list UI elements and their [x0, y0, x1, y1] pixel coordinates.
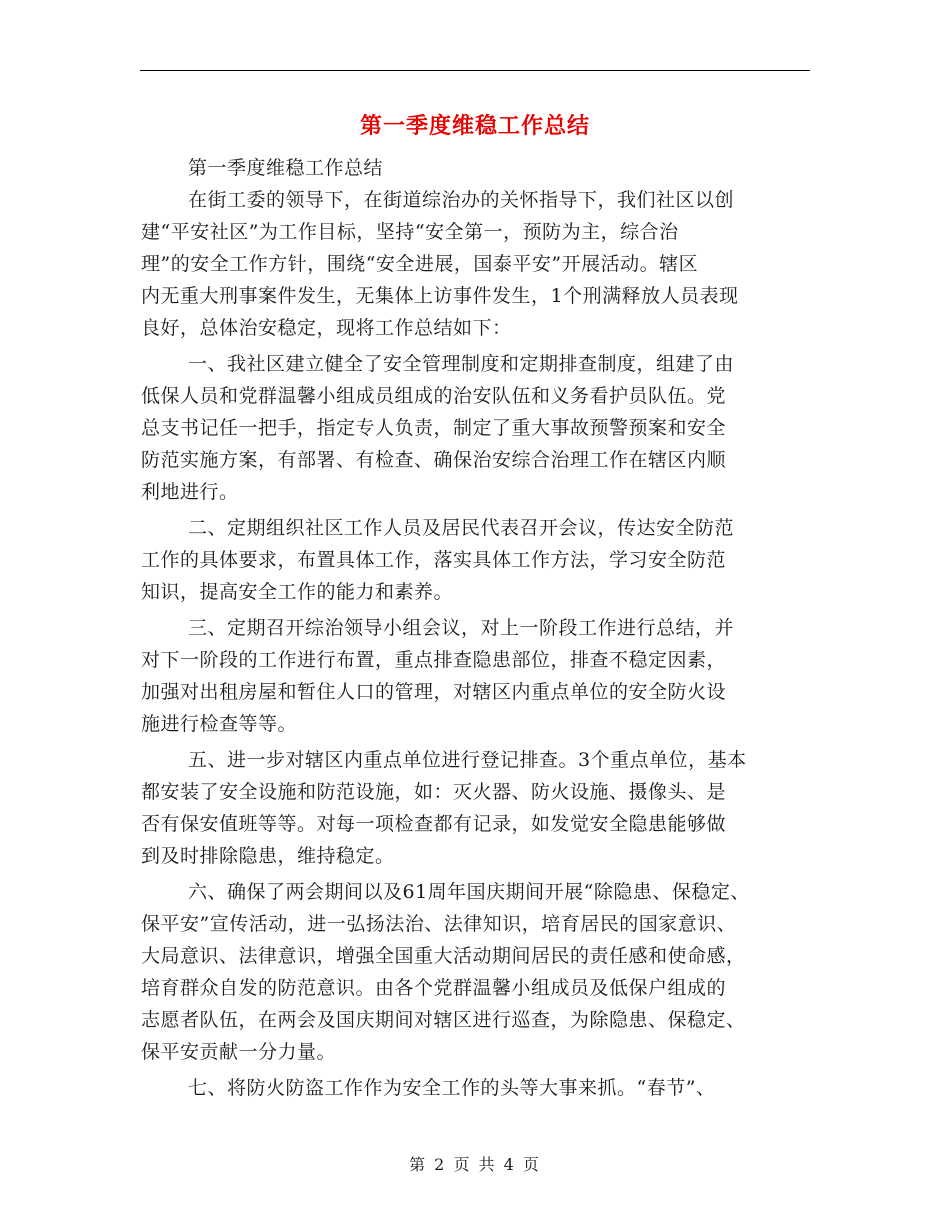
paragraph-line: 培育群众自发的防范意识。由各个党群温馨小组成员及低保户组成的	[141, 977, 727, 999]
header-rule	[140, 70, 810, 71]
paragraph-line: 低保人员和党群温馨小组成员组成的治安队伍和义务看护员队伍。党	[141, 385, 727, 407]
paragraph-line: 知识，提高安全工作的能力和素养。	[141, 581, 454, 603]
paragraph-line: 都安装了安全设施和防范设施，如：灭火器、防火设施、摄像头、是	[141, 781, 727, 803]
paragraph-line: 防范实施方案，有部署、有检查、确保治安综合治理工作在辖区内顺	[141, 449, 727, 471]
paragraph-line: 施进行检查等等。	[141, 713, 298, 735]
paragraph-line: 到及时排除隐患，维持稳定。	[141, 845, 395, 867]
paragraph-line: 建“平安社区”为工作目标，坚持“安全第一，预防为主，综合治	[141, 221, 679, 243]
paragraph-line: 加强对出租房屋和暂住人口的管理，对辖区内重点单位的安全防火设	[141, 681, 727, 703]
paragraph-line: 保平安贡献一分力量。	[141, 1041, 337, 1063]
paragraph-line: 总支书记任一把手，指定专人负责，制定了重大事故预警预案和安全	[141, 417, 727, 439]
paragraph-line: 一、我社区建立健全了安全管理制度和定期排查制度，组建了由	[188, 353, 735, 375]
paragraph-line: 志愿者队伍，在两会及国庆期间对辖区进行巡查，为除隐患、保稳定、	[141, 1009, 746, 1031]
paragraph-line: 在街工委的领导下，在街道综治办的关怀指导下，我们社区以创	[188, 189, 735, 211]
paragraph-line: 五、进一步对辖区内重点单位进行登记排查。3个重点单位，基本	[188, 749, 747, 771]
paragraph-line: 工作的具体要求，布置具体工作，落实具体工作方法，学习安全防范	[141, 549, 727, 571]
paragraph-line: 对下一阶段的工作进行布置，重点排查隐患部位，排查不稳定因素，	[141, 649, 727, 671]
paragraph-line: 理”的安全工作方针，围绕“安全进展，国泰平安”开展活动。辖区	[141, 253, 699, 275]
paragraph-line: 三、定期召开综治领导小组会议，对上一阶段工作进行总结，并	[188, 617, 735, 639]
paragraph-line: 第一季度维稳工作总结	[188, 157, 384, 179]
paragraph-line: 七、将防火防盗工作作为安全工作的头等大事来抓。“春节”、	[188, 1077, 716, 1099]
paragraph-line: 六、确保了两会期间以及61周年国庆期间开展“除隐患、保稳定、	[188, 881, 750, 903]
document-title: 第一季度维稳工作总结	[359, 113, 590, 139]
paragraph-line: 二、定期组织社区工作人员及居民代表召开会议，传达安全防范	[188, 517, 735, 539]
paragraph-line: 大局意识、法律意识，增强全国重大活动期间居民的责任感和使命感，	[141, 945, 746, 967]
paragraph-line: 良好，总体治安稳定，现将工作总结如下：	[141, 317, 512, 339]
paragraph-line: 否有保安值班等等。对每一项检查都有记录，如发觉安全隐患能够做	[141, 813, 727, 835]
paragraph-line: 保平安”宣传活动，进一弘扬法治、法律知识，培育居民的国家意识、	[141, 913, 737, 935]
paragraph-line: 利地进行。	[141, 481, 239, 503]
document-body	[141, 152, 811, 1104]
paragraph-line: 内无重大刑事案件发生，无集体上访事件发生，1个刑满释放人员表现	[141, 285, 739, 307]
page-number-footer: 第 2 页 共 4 页	[409, 1155, 541, 1174]
